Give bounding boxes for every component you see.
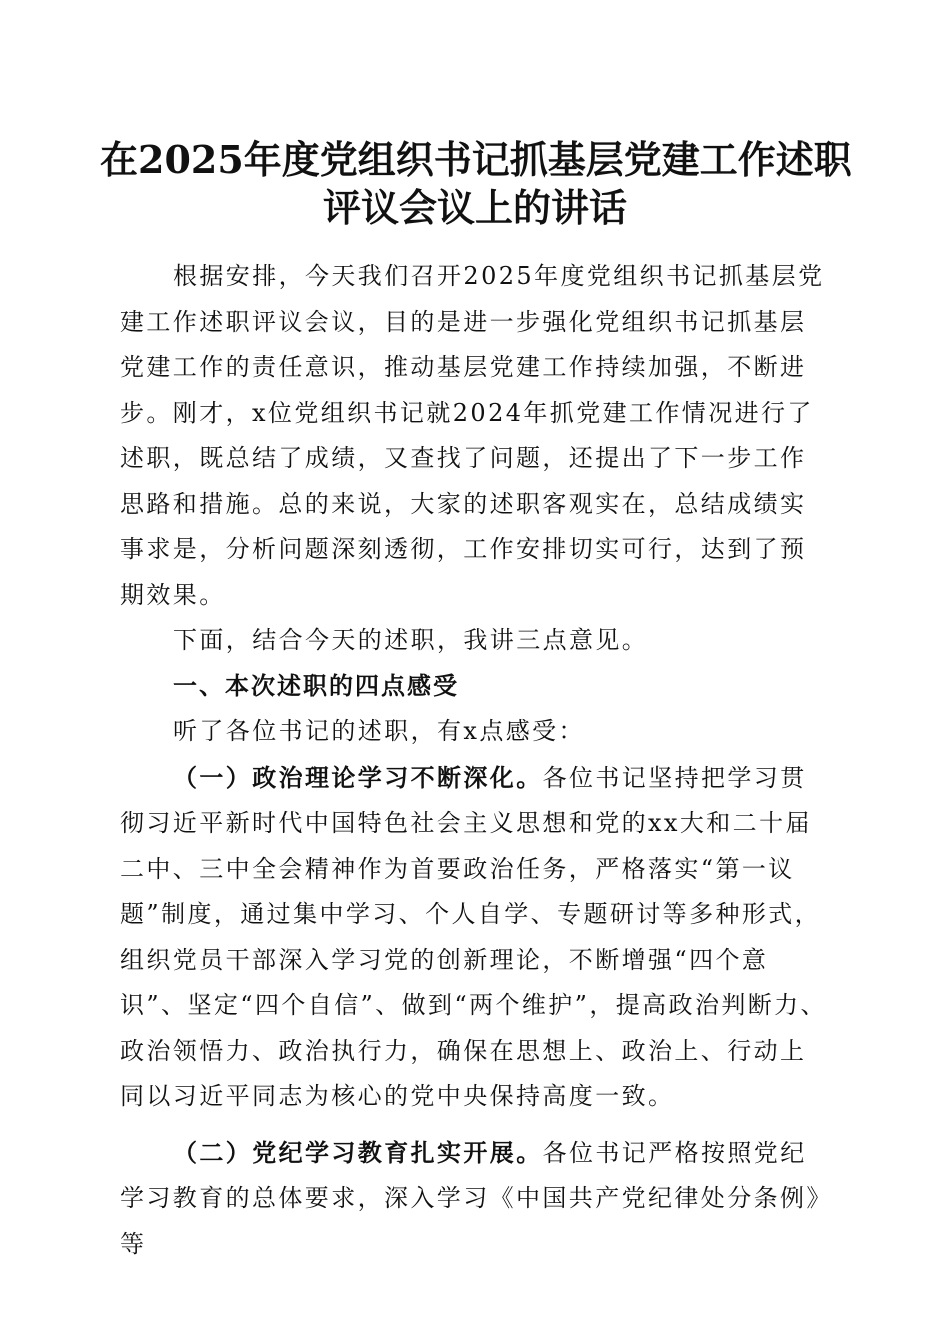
paragraph-section1-intro: 听了各位书记的述职，有x点感受： [173,717,585,745]
item-1-text: 各位书记坚持把学习贯彻习近平新时代中国特色社会主义思想和党的xx大和二十届二中、三中全会精神作为首要政治任务，严格落实“第一议题”制度，通过集中学习、个人自学、专题研讨等多种形式，组织党员干部深入学习党的创新理论，不断增强“四个意识”、坚定“四个自信”、做到“两个维护”，提高政治判断力、政治领悟力、政治执行力，确保在思想上、政治上、行动上同以习近平同志为核心的党中央保持高度一致。 [120,763,827,1110]
paragraph-item-1 [120,755,828,1120]
paragraph-intro: 根据安排，今天我们召开2025年度党组织书记抓基层党建工作述职评议会议，目的是进一步强化党组织书记抓基层党建工作的责任意识，推动基层党建工作持续加强，不断进步。刚才，x位党组织书记就2024年抓党建工作情况进行了述职，既总结了成绩，又查找了问题，还提出了下一步工作思路和措施。总的来说，大家的述职客观实在，总结成绩实事求是，分析问题深刻透彻，工作安排切实可行，达到了预期效果。 [120,262,825,609]
paragraph-gap [120,1120,828,1130]
item-2-text: 各位书记严格按照党纪学习教育的总体要求，深入学习《中国共产党纪律处分条例》等 [120,1138,821,1258]
title-line-1: 在2025年度党组织书记抓基层党建工作述职 [100,137,852,182]
section-heading-1: 一、本次述职的四点感受 [173,671,459,700]
item-2-heading: （二）党纪学习教育扎实开展。 [173,1137,543,1167]
item-1-heading: （一）政治理论学习不断深化。 [173,762,543,792]
document-title [100,136,850,232]
paragraph-item-2 [120,1130,828,1268]
title-line-2: 评议会议上的讲话 [322,185,627,230]
paragraph-transition: 下面，结合今天的述职，我讲三点意见。 [173,626,649,654]
document-body [120,254,828,1267]
